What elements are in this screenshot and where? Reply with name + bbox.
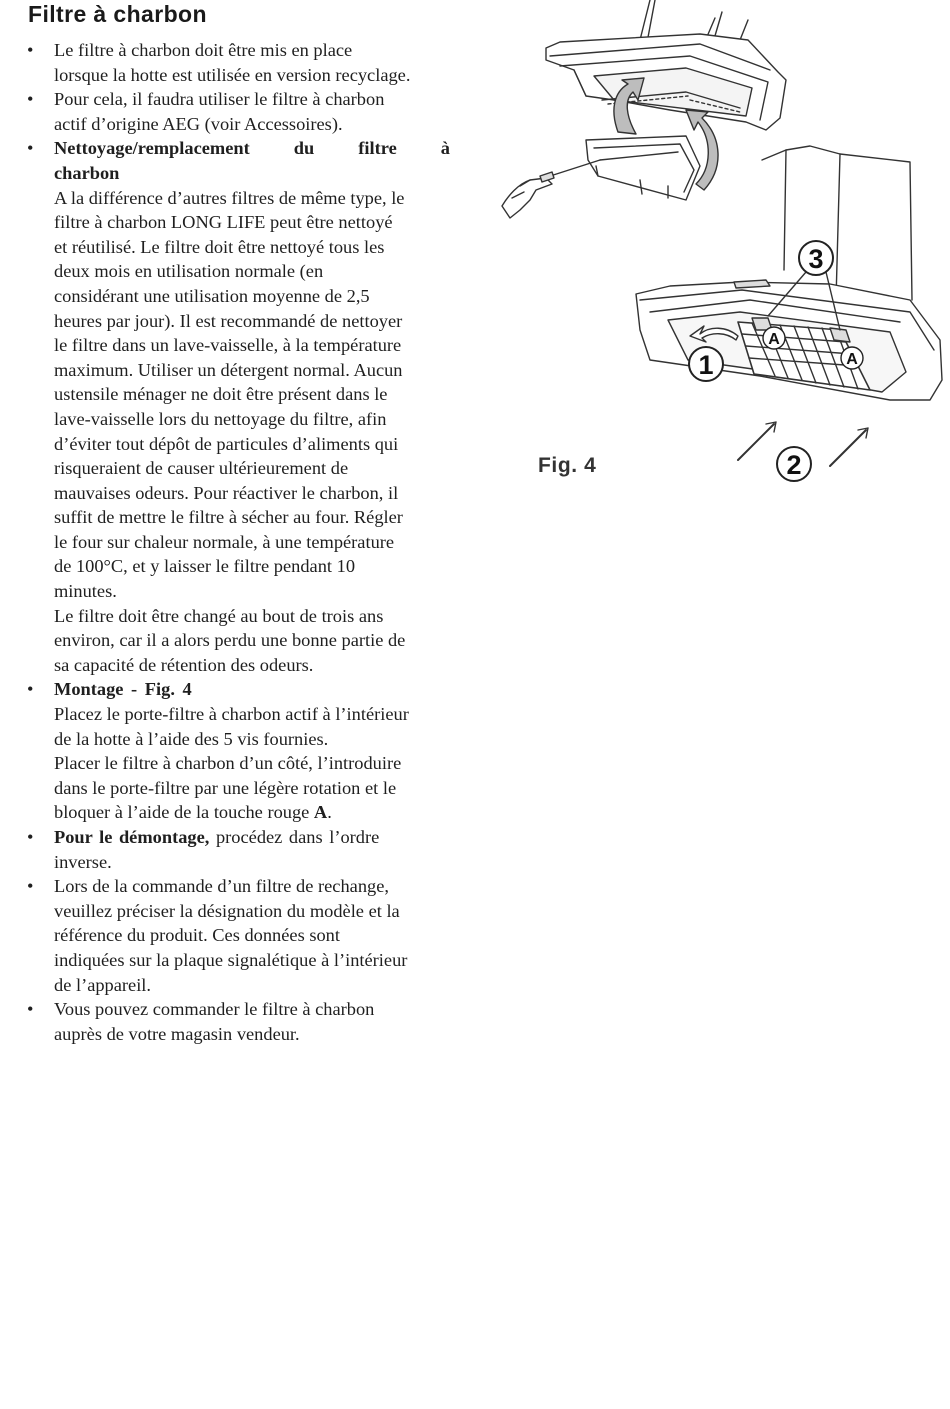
list-item xyxy=(26,87,450,136)
text-line: considérant une utilisation moyenne de 2,5 xyxy=(54,285,370,306)
latch-a-right-label: A xyxy=(846,351,858,368)
section-title: Filtre à charbon xyxy=(28,1,207,27)
text-fragment: bloquer à l’aide de la touche rouge xyxy=(54,802,314,823)
text-line: environ, car il a alors perdu une bonne partie de xyxy=(54,630,406,651)
text-line: de 100°C, et y laisser le filtre pendant 10 xyxy=(54,556,356,577)
text-line: dans le porte-filtre par une légère rotation et le xyxy=(54,777,397,798)
callout-a-right xyxy=(841,347,863,369)
hood-filter-illustration xyxy=(490,0,950,490)
text-line: Placer le filtre à charbon d’un côté, l’introduire xyxy=(54,753,402,774)
text-line: A la différence d’autres filtres de même type, le xyxy=(54,187,405,208)
text-line: filtre à charbon LONG LIFE peut être nettoyé xyxy=(54,212,393,233)
text-line: indiquées sur la plaque signalétique à l’intérieur xyxy=(54,949,408,970)
text-line xyxy=(54,825,450,850)
item-heading: Pour le démontage, xyxy=(54,827,210,847)
text-line: sa capacité de rétention des odeurs. xyxy=(54,654,314,675)
text-line: lave-vaisselle lors du nettoyage du filtre, afin xyxy=(54,408,387,429)
text-line: le filtre dans un lave-vaisselle, à la température xyxy=(54,335,402,356)
item-heading: • Nettoyage/remplacement du filtre à xyxy=(54,138,450,159)
callout-3-label: 3 xyxy=(808,244,824,274)
instruction-list xyxy=(26,38,450,1046)
text-line: • Le filtre à charbon doit être mis en place xyxy=(54,40,353,60)
text-line: • Pour cela, il faudra utiliser le filtre à charbon xyxy=(54,89,385,110)
key-reference: A xyxy=(313,802,328,823)
text-line: Le filtre doit être changé au bout de trois ans xyxy=(54,605,384,626)
latch-a-left-label: A xyxy=(768,331,780,348)
text-line: minutes. xyxy=(54,581,117,602)
text-line: heures par jour). Il est recommandé de nettoyer xyxy=(54,310,403,331)
text-line: maximum. Utiliser un détergent normal. Aucun xyxy=(54,359,403,380)
list-item xyxy=(26,677,450,825)
text-line: risqueraient de causer ultérieurement de xyxy=(54,458,349,479)
text-line: ustensile ménager ne doit être présent dans le xyxy=(54,384,388,405)
text-line: le four sur chaleur normale, à une température xyxy=(54,531,395,552)
callout-1-label: 1 xyxy=(698,350,714,380)
text-line: mauvaises odeurs. Pour réactiver le charbon, il xyxy=(54,482,399,503)
figure-caption: Fig. 4 xyxy=(538,454,597,477)
list-item xyxy=(26,136,450,677)
text-line: • Vous pouvez commander le filtre à charbon xyxy=(54,999,375,1020)
text-line: actif d’origine AEG (voir Accessoires). xyxy=(54,113,343,134)
text-line: suffit de mettre le filtre à sécher au four. Régler xyxy=(54,507,403,528)
text-fragment: procédez dans l’ordre xyxy=(209,827,380,847)
text-line: Placez le porte-filtre à charbon actif à l’intérieur xyxy=(54,704,409,725)
item-heading: • Montage - Fig. 4 xyxy=(54,679,192,700)
text-line: de l’appareil. xyxy=(54,974,152,995)
list-item xyxy=(26,874,450,997)
text-line: et réutilisé. Le filtre doit être nettoyé tous les xyxy=(54,236,385,257)
text-line: d’éviter tout dépôt de particules d’aliments qui xyxy=(54,433,399,454)
callout-a-left xyxy=(763,327,785,349)
callout-2 xyxy=(777,447,811,481)
text-line: de la hotte à l’aide des 5 vis fournies. xyxy=(54,728,329,749)
list-item xyxy=(26,825,450,874)
callout-3 xyxy=(799,241,833,275)
text-line: deux mois en utilisation normale (en xyxy=(54,261,324,282)
text-line: auprès de votre magasin vendeur. xyxy=(54,1023,300,1044)
text-line xyxy=(54,800,450,825)
text-line: • Lors de la commande d’un filtre de rechange, xyxy=(54,876,389,897)
callout-1 xyxy=(689,347,723,381)
text-line: inverse. xyxy=(54,851,112,872)
item-heading: charbon xyxy=(54,162,120,183)
text-fragment: . xyxy=(327,802,332,823)
hood-top-view xyxy=(502,0,786,218)
text-line: lorsque la hotte est utilisée en version recyclage. xyxy=(54,64,411,85)
text-line: référence du produit. Ces données sont xyxy=(54,925,340,946)
text-line: veuillez préciser la désignation du modèle et la xyxy=(54,900,400,921)
list-item xyxy=(26,38,450,87)
list-item xyxy=(26,997,450,1046)
callout-2-label: 2 xyxy=(786,450,802,480)
